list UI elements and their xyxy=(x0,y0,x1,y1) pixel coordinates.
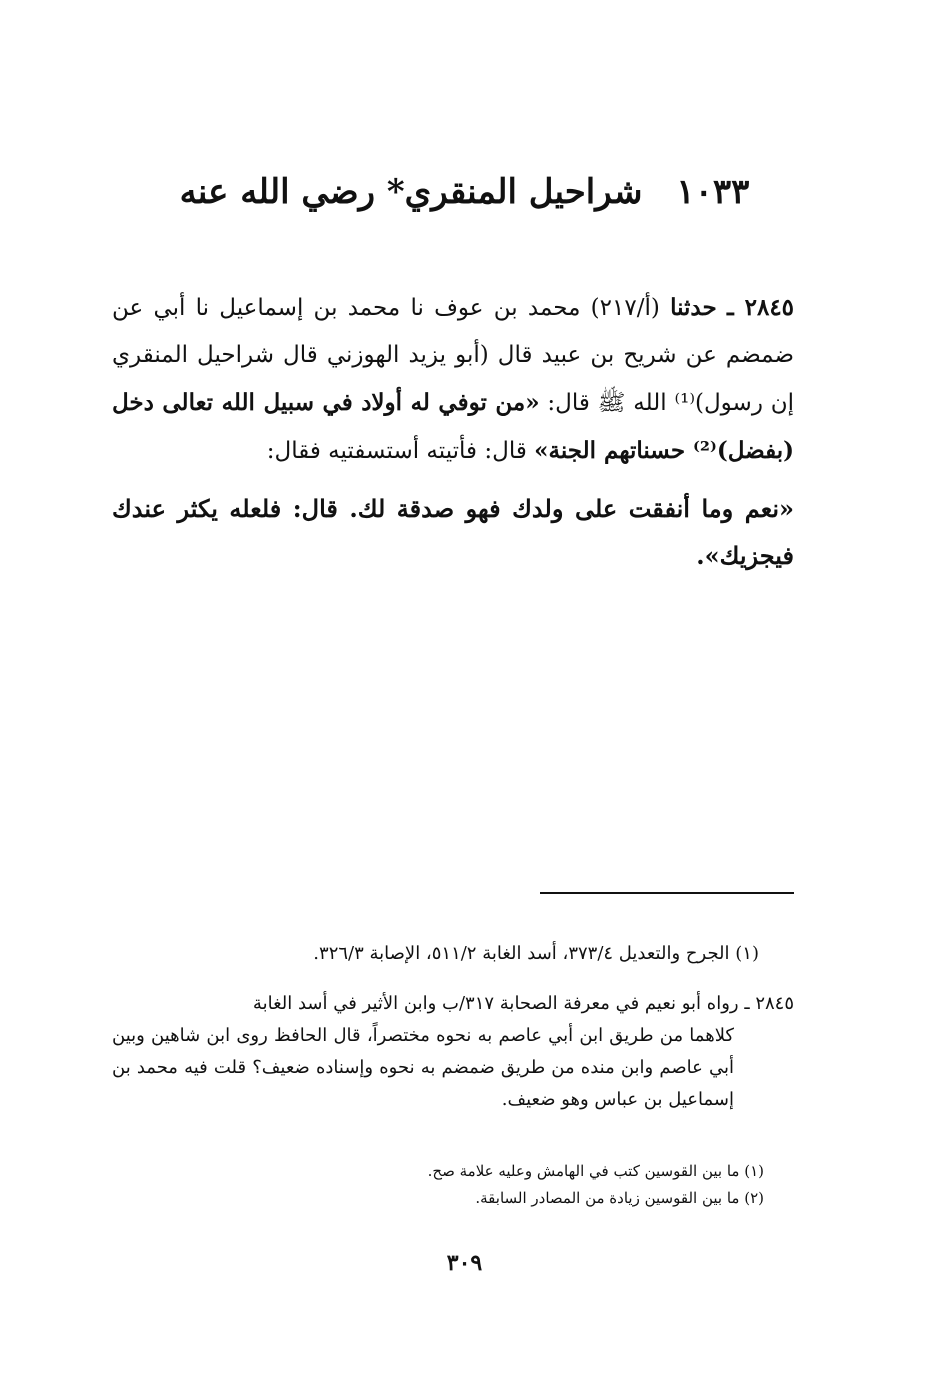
hadith-body xyxy=(112,284,794,579)
margin-note-2: (٢) ما بين القوسين زيادة من المصادر السابقة. xyxy=(475,1189,764,1207)
footnote-takhrij xyxy=(112,988,794,1116)
footnote-takhrij-rest: كلاهما من طريق ابن أبي عاصم به نحوه مختصراً، قال الحافظ روى ابن شاهين وبين أبي عاصم وابن منده من طريق ضمضم به نحوه وإسناده ضعيف؟ قلت فيه محمد بن إسماعيل بن عباس وهو ضعيف. xyxy=(112,1025,734,1110)
chapter-number: ١٠٣٣ xyxy=(676,172,750,212)
hadith-matn-first: «من توفي له أولاد في سبيل الله تعالى دخل (بفضل)⁽²⁾ حسناتهم الجنة» xyxy=(112,389,794,464)
hadith-opening: حدثنا xyxy=(670,294,717,321)
hadith-after-matn: قال: فأتيته أستسفتيه فقال: xyxy=(266,438,527,464)
page-number: ٣٠٩ xyxy=(446,1250,483,1276)
footnote-separator xyxy=(540,892,794,894)
hadith-matn-second: «نعم وما أنفقت على ولدك فهو صدقة لك. قال: فلعله يكثر عندك فيجزيك». xyxy=(112,494,794,570)
footnote-1: (١) الجرح والتعديل ٣٧٣/٤، أسد الغابة ٥١١/٢، الإصابة ٣٢٦/٣. xyxy=(313,943,759,964)
footnote-takhrij-first-line: ٢٨٤٥ ـ رواه أبو نعيم في معرفة الصحابة ٣١٧/ب وابن الأثير في أسد الغابة xyxy=(252,993,794,1014)
chapter-title: شراحيل المنقري* رضي الله عنه xyxy=(179,172,643,212)
margin-note-1: (١) ما بين القوسين كتب في الهامش وعليه علامة صح. xyxy=(427,1162,764,1180)
hadith-isnad: (أ/٢١٧) محمد بن عوف نا محمد بن إسماعيل نا أبي عن ضمضم عن شريح بن عبيد قال (أبو يزيد الهوزني قال شراحيل المنقري إن رسول)⁽¹⁾ الله ﷺ قال: xyxy=(112,295,795,416)
hadith-paragraph xyxy=(112,284,794,475)
hadith-number: ٢٨٤٥ ـ xyxy=(726,294,795,321)
chapter-heading xyxy=(0,172,929,212)
